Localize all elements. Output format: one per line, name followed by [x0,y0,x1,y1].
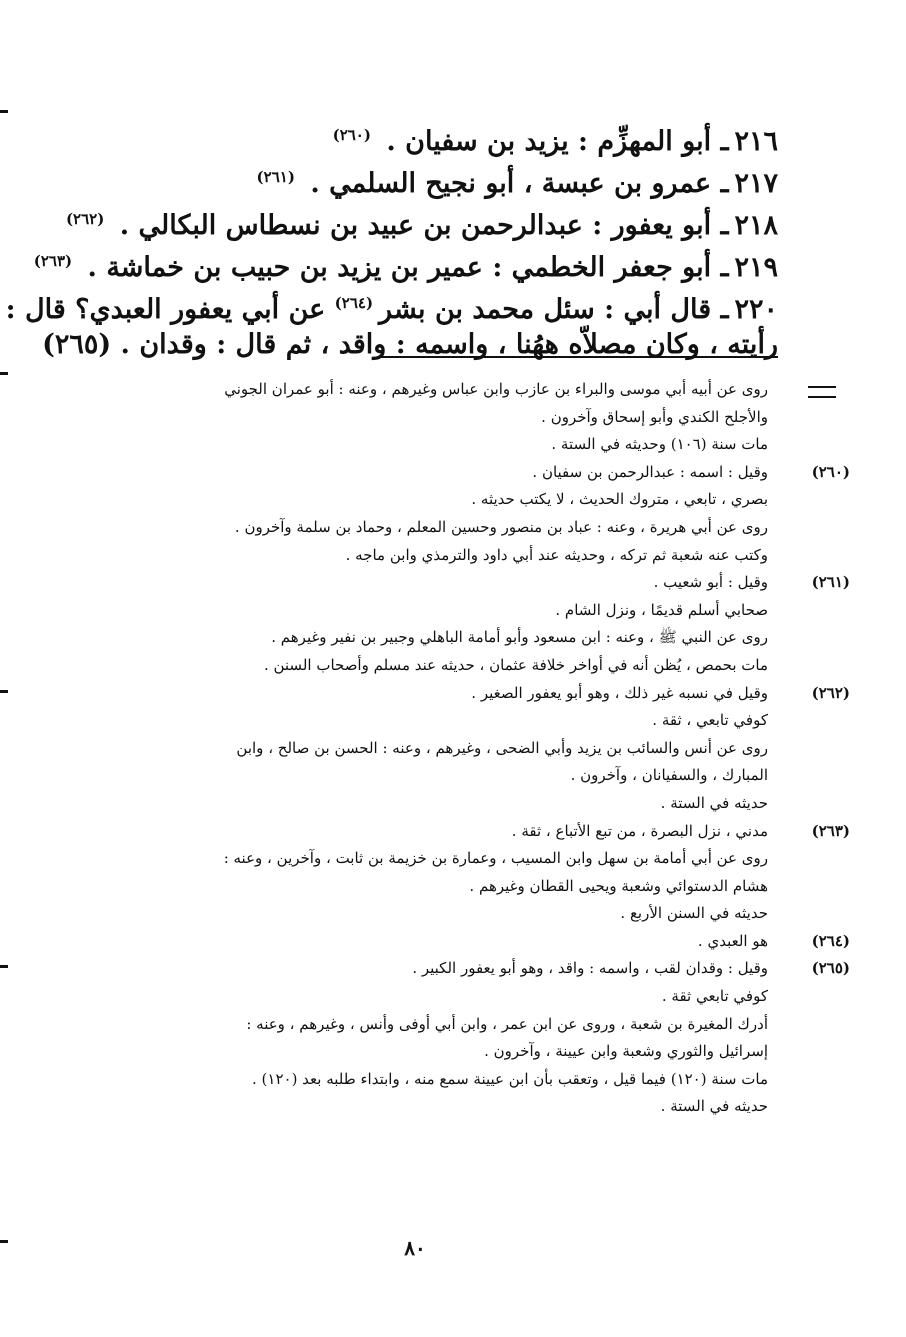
footnote-line: روى عن أبي هريرة ، وعنه : عباد بن منصور وحسين المعلم ، وحماد بن سلمة وآخرون . [234,517,768,536]
margin-mark [0,965,8,968]
footnote-262 [78,680,850,818]
footnote-261 [78,569,850,679]
continuation-mark [808,386,836,398]
footnote-line: مدني ، نزل البصرة ، من تبع الأتباع ، ثقة . [511,821,768,840]
footnote-label: (٢٦٤) [811,931,850,950]
footnote-line: وقيل : وقدان لقب ، واسمه : واقد ، وهو أبو يعفور الكبير . [412,959,768,978]
entry-number: ٢١٦ [734,126,778,157]
footnote-continued [78,376,768,459]
entry-text: أبو المهزِّم : يزيد بن سفيان . [386,126,712,157]
footnote-line: مات سنة (١٢٠) فيما قيل ، وتعقب بأن ابن عيينة سمع منه ، وابتداء طلبه بعد (١٢٠) . [252,1069,768,1088]
entry-number: ٢١٩ [734,252,778,283]
entry-text: عمرو بن عبسة ، أبو نجيح السلمي . [310,168,712,199]
margin-mark [0,110,8,113]
footnote-line: حديثه في السنن الأربع . [620,904,768,923]
footnote-ref: (٢٦١) [256,168,295,186]
margin-mark [0,372,8,375]
entry-number: ٢١٨ [734,210,778,241]
footnote-line: إسرائيل والثوري وشعبة وابن عيينة ، وآخرون . [484,1042,768,1061]
footnote-263 [78,818,850,928]
footnote-line: هشام الدستوائي وشعبة ويحيى القطان وغيرهم . [469,876,768,895]
entry-text: رأيته ، وكان مصلاّه ههُنا ، واسمه : واقد ، ثم قال : وقدان . [120,329,778,360]
footnote-line: أدرك المغيرة بن شعبة ، وروى عن ابن عمر ، وابن أبي أوفى وأنس ، وغيرهم ، وعنه : [246,1014,768,1033]
footnote-line: وقيل : أبو شعيب . [653,573,768,592]
footnote-line: كوفي تابعي ثقة . [661,987,768,1006]
footnote-ref: (٢٦٣) [33,252,73,270]
entry-220-continuation [42,324,778,366]
footnote-260 [78,459,850,569]
entry-text: قال أبي : سئل محمد بن بشر [379,294,712,325]
page-number: ٨٠ [404,1236,426,1260]
footnote-ref: (٢٦٥) [42,329,112,360]
footnote-line: روى عن أبي أمامة بن سهل وابن المسيب ، وعمارة بن خزيمة بن ثابت ، وآخرين ، وعنه : [223,849,768,868]
footnote-label: (٢٦٠) [811,462,850,481]
footnote-265 [78,955,850,1121]
footnote-264 [78,928,850,956]
footnote-line: المبارك ، والسفيانان ، وآخرون . [570,766,768,785]
entry-220: ٢٢٠ـ قال أبي : سئل محمد بن بشر$^{(٢٦٤)}$ عن أبي يعفور العبدي؟ قال : [5,294,778,325]
footnote-line: بصري ، تابعي ، متروك الحديث ، لا يكتب حديثه . [471,490,768,509]
footnote-ref: (٢٦٢) [65,210,105,228]
footnote-line: حديثه في الستة . [660,1097,768,1116]
footnote-line: مات بحمص ، يُظن أنه في أواخر خلافة عثمان ، حديثه عند مسلم وأصحاب السنن . [263,655,768,674]
footnote-line: روى عن أبيه أبي موسى والبراء بن عازب وابن عباس وغيرهم ، وعنه : أبو عمران الجوني [224,380,768,398]
footnote-label: (٢٦٣) [811,821,850,840]
margin-mark [0,690,8,693]
entry-219: ٢١٩ـ أبو جعفر الخطمي : عمير بن يزيد بن حبيب بن خماشة . $^{(٢٦٣)}$ [33,252,778,283]
footnote-ref: (٢٦٠) [332,126,371,144]
entry-217: ٢١٧ـ عمرو بن عبسة ، أبو نجيح السلمي . $^{(٢٦١)}$ [256,168,778,199]
footnote-line: حديثه في الستة . [660,793,768,812]
footnote-line: والأجلح الكندي وأبو إسحاق وآخرون . [541,407,768,426]
footnote-line: وقيل في نسبه غير ذلك ، وهو أبو يعفور الصغير . [471,683,768,702]
footnote-label: (٢٦١) [811,573,850,592]
footnote-ref: (٢٦٤) [334,294,374,312]
footnotes [78,376,850,1121]
entry-text: أبو يعفور : عبدالرحمن بن عبيد بن نسطاس البكالي . [119,210,712,241]
entry-text-continued: عن أبي يعفور العبدي؟ قال : [5,294,326,325]
entry-text: أبو جعفر الخطمي : عمير بن يزيد بن حبيب بن خماشة . [87,252,712,283]
footnote-line: وقيل : اسمه : عبدالرحمن بن سفيان . [532,462,768,481]
footnote-label: (٢٦٥) [811,959,850,978]
footnote-line: كوفي تابعي ، ثقة . [652,711,768,730]
main-entries [5,114,778,366]
footnote-line: وكتب عنه شعبة ثم تركه ، وحديثه عند أبي داود والترمذي وابن ماجه . [345,545,768,564]
footnote-line: روى عن النبي ﷺ ، وعنه : ابن مسعود وأبو أمامة الباهلي وجبير بن نفير وغيرهم . [271,628,768,647]
footnote-label: (٢٦٢) [811,683,850,702]
entry-number: ٢٢٠ [734,294,778,325]
footnote-line: صحابي أسلم قديمًا ، ونزل الشام . [555,600,768,619]
entry-216: ٢١٦ـ أبو المهزِّم : يزيد بن سفيان . $^{(٢٦٠)}$ [332,126,778,157]
footnote-line: مات سنة (١٠٦) وحديثه في الستة . [551,435,768,454]
entry-number: ٢١٧ [734,168,778,199]
footnote-line: هو العبدي . [697,931,768,950]
footnote-separator [378,356,778,358]
entry-218: ٢١٨ـ أبو يعفور : عبدالرحمن بن عبيد بن نسطاس البكالي . $^{(٢٦٢)}$ [65,210,778,241]
footnote-line: روى عن أنس والسائب بن يزيد وأبي الضحى ، وغيرهم ، وعنه : الحسن بن صالح ، وابن [236,738,768,757]
